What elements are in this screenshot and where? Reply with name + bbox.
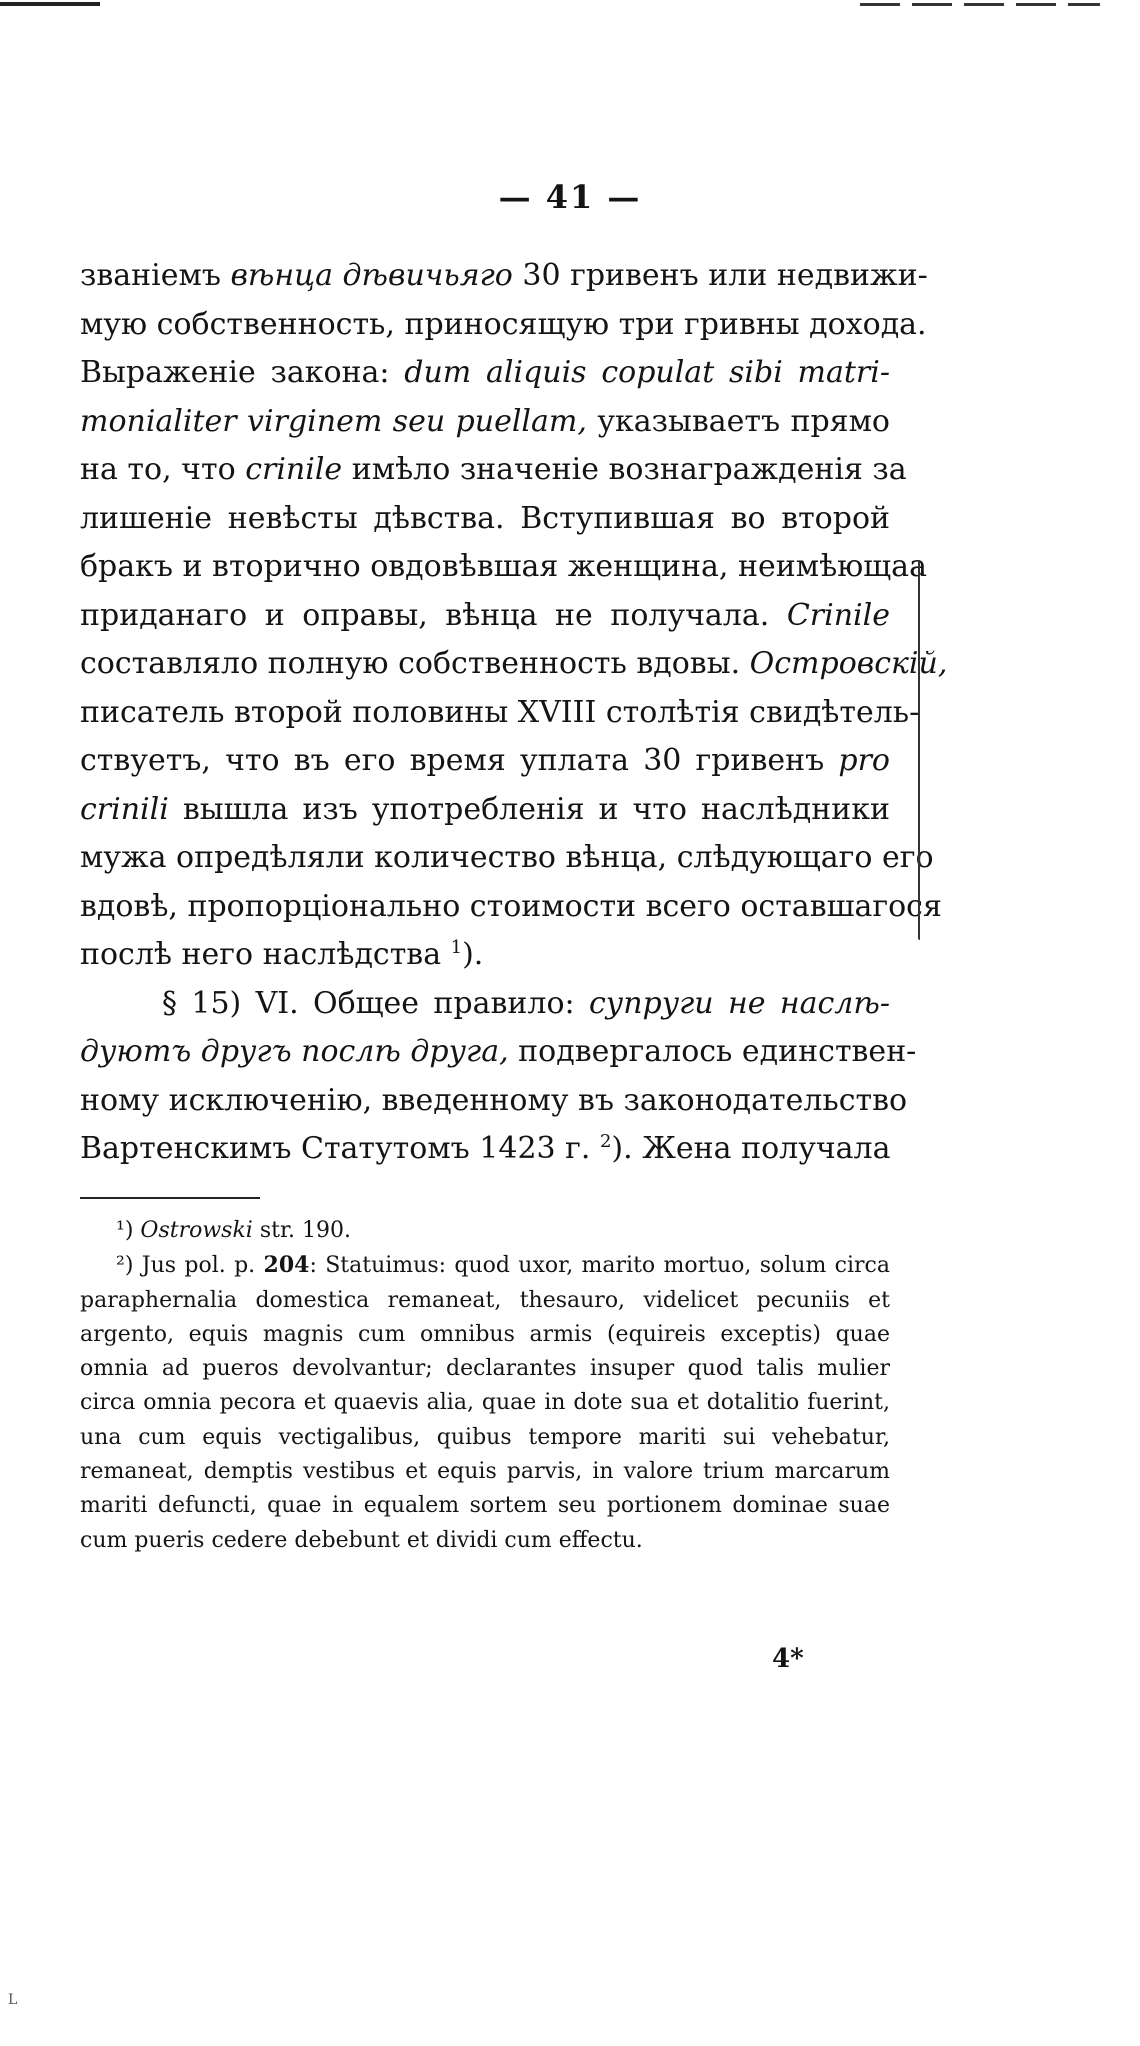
footnote-ref: 1 bbox=[450, 937, 463, 958]
text-line: вдовѣ, пропорціонально стоимости всего оставшагося bbox=[80, 888, 942, 924]
text-line: ствуетъ, что въ его время уплата 30 гривенъ pro bbox=[80, 743, 890, 778]
footnote-ref: 2 bbox=[599, 1131, 612, 1152]
text-line: писатель второй половины XVIII столѣтія свидѣтель- bbox=[80, 694, 920, 730]
main-text bbox=[80, 252, 948, 1174]
text-line: званіемъ вѣнца дѣвичьяго 30 гривенъ или недвижи- bbox=[80, 258, 928, 293]
text-line: crinili вышла изъ употребленія и что наслѣдники bbox=[80, 791, 890, 827]
page-number: — 41 — bbox=[498, 178, 642, 216]
text-line: лишеніе невѣсты дѣвства. Вступившая во второй bbox=[80, 500, 890, 536]
paragraph-line: ному исключенію, введенному въ законодательство bbox=[80, 1082, 908, 1118]
footnotes bbox=[80, 1214, 890, 1558]
text-line: Выраженіе закона: dum aliquis copulat sibi matri- bbox=[80, 355, 891, 390]
paragraph-line: дуютъ другъ послѣ друга, подвергалось единствен- bbox=[80, 1034, 917, 1069]
text-line: на то, что crinile имѣло значеніе вознагражденія за bbox=[80, 452, 907, 487]
text-line: приданаго и оправы, вѣнца не получала. Crinile bbox=[80, 597, 890, 633]
corner-mark: L bbox=[8, 1992, 18, 2008]
footnote-1: ¹) Ostrowski str. 190. bbox=[116, 1218, 352, 1243]
text-line: monialiter virginem seu puellam, указываетъ прямо bbox=[80, 403, 890, 439]
top-edge-line bbox=[0, 2, 1100, 8]
text-line-last: послѣ него наслѣдства $^1$). bbox=[80, 937, 484, 972]
footnote-divider bbox=[80, 1197, 260, 1199]
text-line: мую собственность, приносящую три гривны дохода. bbox=[80, 306, 927, 342]
signature-mark: 4* bbox=[772, 1644, 804, 1674]
footnote-2: ²) Jus pol. p. 204: Statuimus: quod uxor, marito mortuo, solum circa paraphernalia domestica remaneat, thesauro, videlicet pecuniis et argento, equis magnis cum omnibus armis (equireis exceptis) quae omnia ad pueros devolvantur; declarantes insuper quod talis mulier circa omnia pecora et quaevis alia, quae in dote sua et dotalitio fuerint, una cum equis vectigalibus, quibus tempore mariti sui vehebatur, remaneat, demptis vestibus et equis parvis, in valore trium marcarum mariti defuncti, quae in equalem sortem seu portionem dominae suae cum pueris cedere debebunt et dividi cum effectu. bbox=[80, 1252, 890, 1553]
text-line: мужа опредѣляли количество вѣнца, слѣдующаго его bbox=[80, 840, 934, 875]
margin-mark bbox=[918, 560, 923, 940]
paragraph-line: § 15) VI. Общее правило: супруги не наслѣ- bbox=[162, 985, 890, 1021]
text-line: составляло полную собственность вдовы. Островскій, bbox=[80, 646, 948, 681]
text-line: бракъ и вторично овдовѣвшая женщина, неимѣющаа bbox=[80, 549, 927, 584]
paragraph-line: Вартенскимъ Статутомъ 1423 г. $^2$). Жена получала bbox=[80, 1131, 891, 1166]
